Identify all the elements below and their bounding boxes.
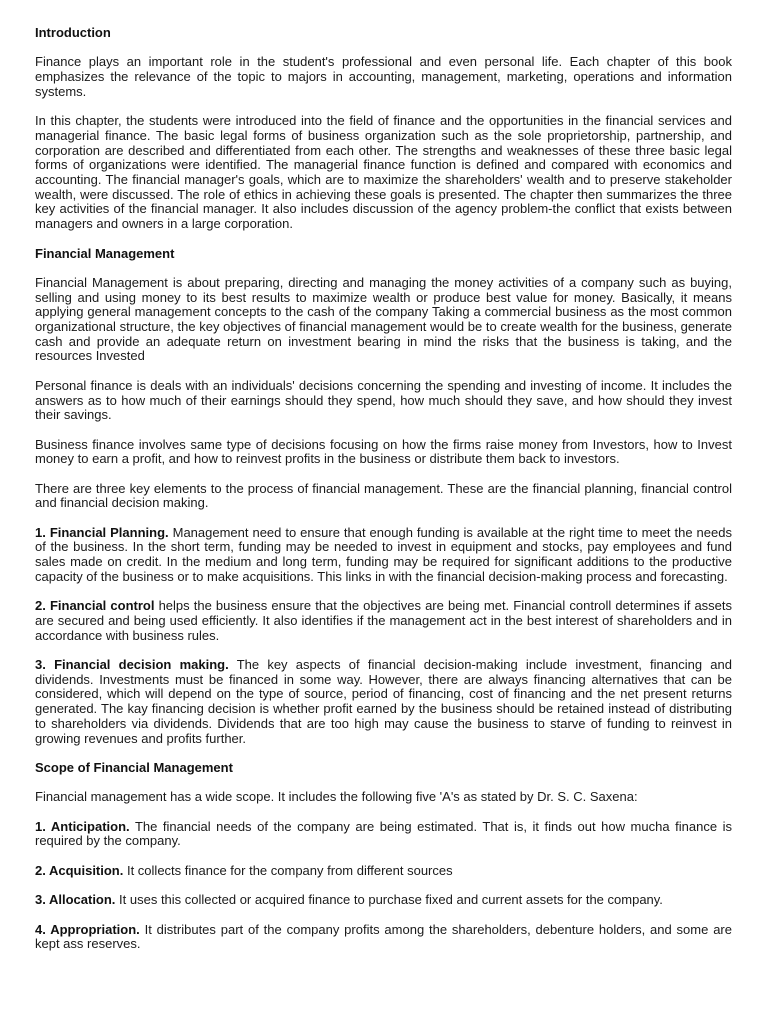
scope-term: 3. Allocation. [35, 892, 116, 908]
scope-item-appropriation [35, 923, 732, 952]
paragraph: Personal finance is deals with an individuals' decisions concerning the spending and investing of income. It includes the answers as to how much of their earnings should they spend, how much should they save, and how should they invest their savings. [35, 377, 732, 423]
paragraph: Financial Management is about preparing, directing and managing the money activities of a company such as buying, selling and using money to its best results to maximize wealth or produce best value for money. Basically, it means applying general management concepts to the cash of the company Taking a commercial business as the most common organizational structure, the key objectives of financial management would be to create wealth for the business, generate cash and provide an adequate return on investment bearing in mind the risks that the business is taking, and the resources Invested [35, 274, 732, 364]
scope-text: The financial needs of the company are being estimated. That is, it finds out how mucha finance is required by the company. [35, 818, 732, 849]
scope-item-allocation [35, 893, 732, 908]
element-item-control [35, 599, 732, 643]
element-term: 2. Financial control [35, 598, 155, 614]
paragraph: In this chapter, the students were introduced into the field of finance and the opportunities in the financial services and managerial finance. The basic legal forms of business organization such as the sole proprietorship, partnership, and corporation are described and differentiated from each other. The strengths and weaknesses of these three basic legal forms of organizations were identified. The managerial finance function is defined and compared with economics and accounting. The financial manager's goals, which are to maximize the shareholders' wealth and to preserve stakeholder wealth, were discussed. The role of ethics in achieving these goals is presented. The chapter then summarizes the three key activities of the financial manager. It also includes discussion of the agency problem-the conflict that exists between managers and owners in a large corporation. [35, 113, 732, 232]
scope-item-anticipation [35, 820, 732, 849]
element-text: helps the business ensure that the objectives are being met. Financial controll determines if assets are secured and being used efficiently. It also identifies if the management act in the best interest of shareholders and in accordance with business rules. [35, 598, 733, 643]
section-heading-introduction: Introduction [35, 25, 111, 40]
paragraph: Finance plays an important role in the student's professional and even personal life. Each chapter of this book emphasizes the relevance of the topic to majors in accounting, management, marketing, operations and information systems. [35, 54, 732, 99]
scope-term: 2. Acquisition. [35, 862, 124, 878]
element-item-planning [35, 526, 732, 585]
element-item-decision-making [35, 658, 732, 746]
paragraph: There are three key elements to the process of financial management. These are the financial planning, financial control and financial decision making. [35, 480, 732, 511]
element-term: 3. Financial decision making. [35, 657, 229, 673]
element-text: The key aspects of financial decision-making include investment, financing and dividends. Investments must be financed in some way. However, there are always financing alternatives that can be considered, which will depend on the type of source, period of financing, cost of financing and the net present returns generated. The kay financing decision is whether profit earned by the business should be retained instead of distributing to shareholders via dividends. Dividends that are too high may cause the business to starve of funding to reinvest in growing revenues and profits further. [35, 657, 732, 746]
scope-term: 4. Appropriation. [35, 921, 140, 937]
document-page [35, 26, 732, 967]
paragraph: Business finance involves same type of decisions focusing on how the firms raise money from Investors, how to Invest money to earn a profit, and how to reinvest profits in the business or distribute them back to investors. [35, 436, 732, 467]
scope-text: It collects finance for the company from different sources [123, 862, 453, 878]
element-term: 1. Financial Planning. [35, 524, 169, 540]
element-text: Management need to ensure that enough funding is available at the right time to meet the needs of the business. In the short term, funding may be needed to invest in equipment and stocks, pay employees and fund sales made on credit. In the medium and long term, funding may be required for significant additions to the productive capacity of the business or to make acquisitions. This links in with the financial decision-making process and forecasting. [35, 524, 732, 584]
scope-item-acquisition [35, 864, 732, 879]
scope-term: 1. Anticipation. [35, 818, 130, 834]
section-heading-financial-management: Financial Management [35, 245, 175, 261]
scope-text: It uses this collected or acquired finance to purchase fixed and current assets for the company. [115, 892, 663, 908]
section-heading-scope: Scope of Financial Management [35, 759, 233, 775]
scope-text: It distributes part of the company profits among the shareholders, debenture holders, and some are kept ass reserves. [35, 921, 732, 952]
paragraph: Financial management has a wide scope. It includes the following five 'A's as stated by Dr. S. C. Saxena: [35, 789, 638, 805]
